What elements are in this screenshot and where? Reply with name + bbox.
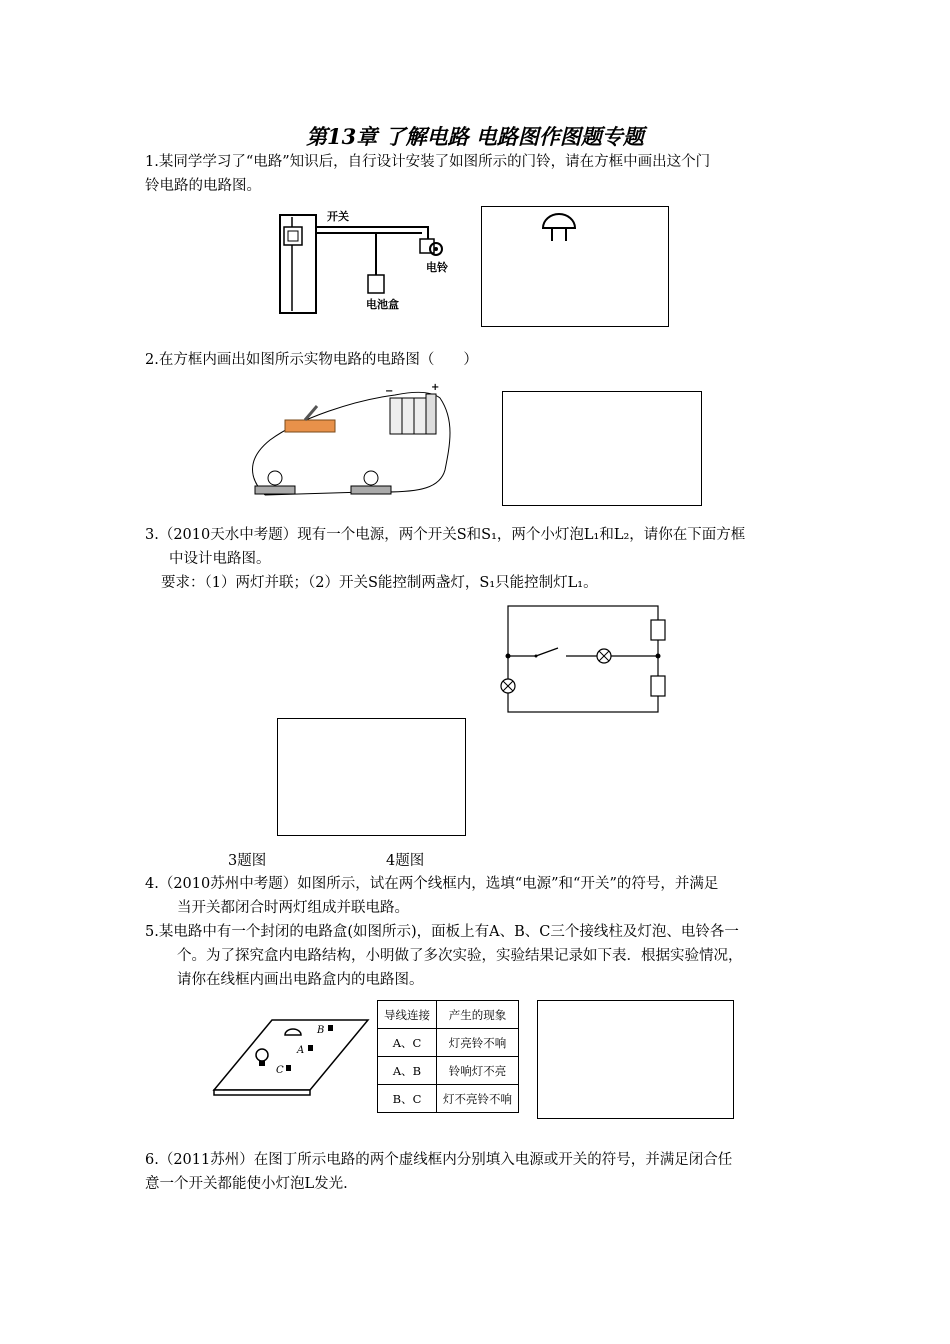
- q2-text: 2.在方框内画出如图所示实物电路的电路图（ ）: [145, 352, 478, 368]
- observation-table: [377, 1000, 519, 1113]
- table-row: [378, 1057, 519, 1085]
- fig1-bell-label: 电铃: [426, 261, 448, 274]
- fig1-switch-label: 开关: [327, 210, 349, 223]
- table-cell: B、C: [378, 1085, 437, 1113]
- q5-line1: 5.某电路中有一个封闭的电路盒(如图所示)，面板上有A、B、C三个接线柱及灯泡、电铃各一: [145, 924, 739, 940]
- bell-symbol-icon: [540, 212, 580, 242]
- q4-line1: 4.（2010苏州中考题）如图所示，试在两个线框内，选填“电源”和“开关”的符号，并满足: [145, 876, 719, 892]
- table-cell: A、C: [378, 1029, 437, 1057]
- physical-circuit-figure: [245, 380, 460, 500]
- q5-line3: 请你在线框内画出电路盒内的电路图。: [177, 972, 424, 988]
- table-header: 产生的现象: [437, 1001, 519, 1029]
- terminal-a-label: A: [297, 1045, 305, 1056]
- q1-text: [145, 150, 710, 198]
- table-row: [378, 1029, 519, 1057]
- table-cell: A、B: [378, 1057, 437, 1085]
- q4-text: [145, 872, 718, 920]
- table-cell: 灯不亮铃不响: [437, 1085, 519, 1113]
- q6-line2: 意一个开关都能使小灯泡L发光.: [145, 1176, 348, 1192]
- table-cell: 灯亮铃不响: [437, 1029, 519, 1057]
- q6-text: [145, 1148, 732, 1196]
- table-row: [378, 1085, 519, 1113]
- fig4-caption: 4题图: [386, 853, 425, 869]
- q5-line2: 个。为了探究盒内电路结构，小明做了多次实验，实验结果记录如下表．根据实验情况，: [177, 948, 743, 964]
- terminal-b-label: B: [317, 1025, 325, 1036]
- q3-answer-box[interactable]: [277, 718, 466, 836]
- fig3-caption: 3题图: [228, 853, 267, 869]
- circuit-box-figure: [210, 1015, 370, 1095]
- q4-line2: 当开关都闭合时两灯组成并联电路。: [177, 900, 409, 916]
- terminal-c-label: C: [276, 1065, 284, 1076]
- q1-line2: 铃电路的电路图。: [145, 178, 261, 194]
- q3-line1: 3.（2010天水中考题）现有一个电源，两个开关S和S₁，两个小灯泡L₁和L₂，请你在下面方框: [145, 527, 746, 543]
- q3-requirement: 要求：（1）两灯并联；（2）开关S能控制两盏灯，S₁只能控制灯L₁。: [161, 575, 598, 591]
- fig1-battery-label: 电池盒: [366, 298, 399, 311]
- q5-answer-box[interactable]: [537, 1000, 734, 1119]
- page-title: 第13章 了解电路 电路图作图题专题: [306, 124, 644, 149]
- q3-line2: 中设计电路图。: [169, 551, 271, 567]
- table-cell: 铃响灯不亮: [437, 1057, 519, 1085]
- svg-text:−: −: [385, 386, 394, 397]
- q2-answer-box[interactable]: [502, 391, 702, 506]
- q6-line1: 6.（2011苏州）在图丁所示电路的两个虚线框内分别填入电源或开关的符号，并满足闭合任: [145, 1152, 733, 1168]
- q3-text: [145, 523, 745, 595]
- doorbell-figure: [276, 205, 456, 320]
- table-header: 导线连接: [378, 1001, 437, 1029]
- svg-text:+: +: [431, 382, 440, 393]
- parallel-circuit-figure: [498, 604, 670, 716]
- q1-line1: 1.某同学学习了“电路”知识后，自行设计安装了如图所示的门铃，请在方框中画出这个门: [145, 154, 711, 170]
- q5-text: [145, 920, 743, 992]
